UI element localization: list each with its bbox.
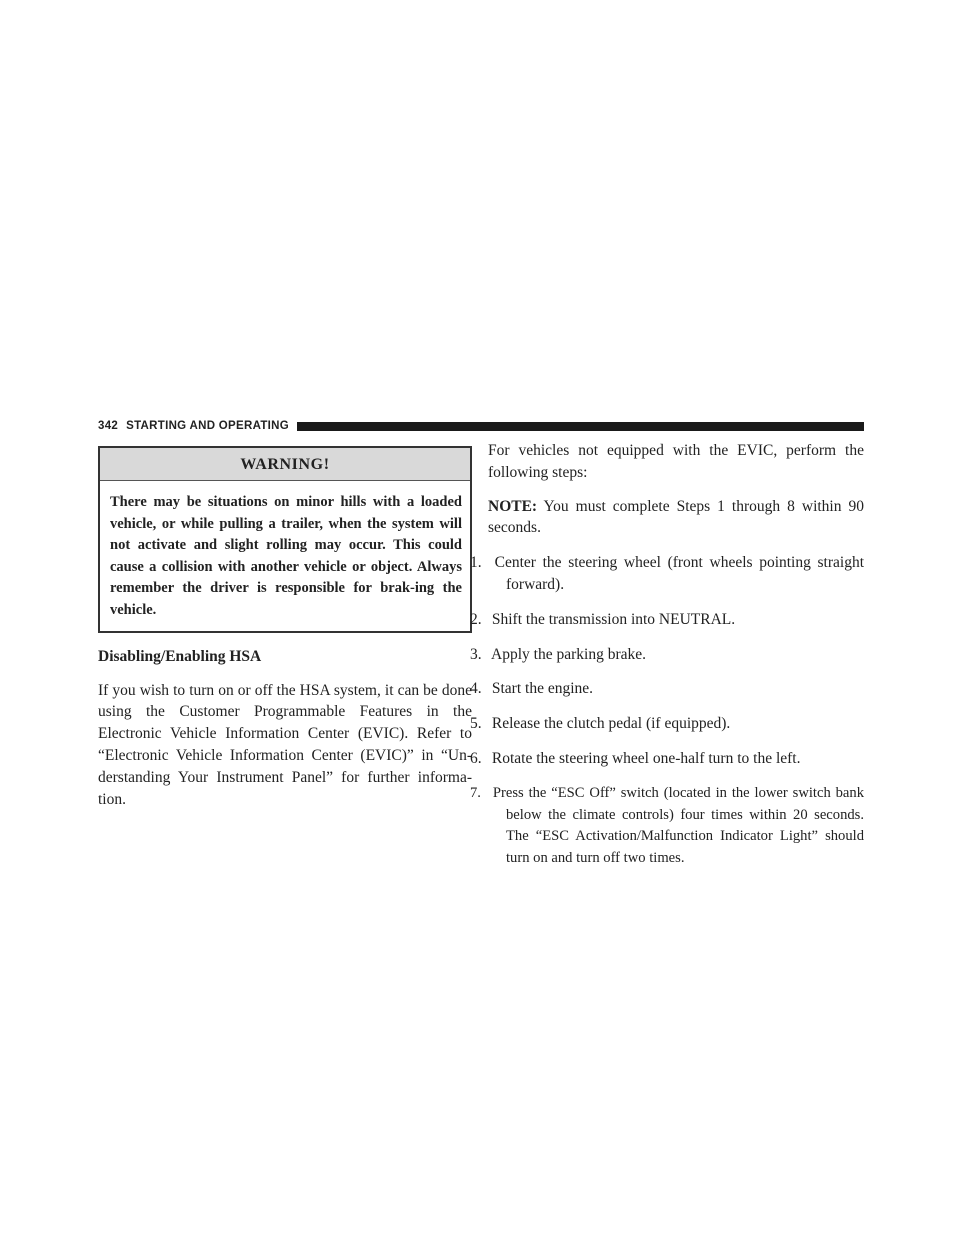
list-item: 3. Apply the parking brake. xyxy=(470,645,646,663)
warning-title: WARNING! xyxy=(100,448,470,481)
intro-paragraph: For vehicles not equipped with the EVIC, perform the following steps: xyxy=(488,442,864,481)
hsa-paragraph: If you wish to turn on or off the HSA system, it can be done using the Customer Programmable Features in the Electronic Vehicle Information Center (EVIC). Refer to “Electronic Vehicle Information Center (EVIC)” in “Un-derstanding Your Instrument Panel” for further informa-tion. xyxy=(98,681,472,808)
section-heading: Disabling/Enabling HSA xyxy=(98,647,262,665)
section-title: STARTING AND OPERATING xyxy=(126,420,290,432)
left-column xyxy=(98,446,472,810)
step-text: Press the “ESC Off” switch (located in the lower switch bank below the climate controls) four times within 20 seconds. The “ESC Activation/Malfunction Indicator Light” should turn on and turn off two times. xyxy=(492,784,864,867)
page-header xyxy=(98,419,864,433)
list-item: 1. Center the steering wheel (front wheels pointing straight forward). xyxy=(470,554,865,593)
step-text: Apply the parking brake. xyxy=(491,645,646,663)
warning-box xyxy=(98,446,472,633)
note-label: NOTE: xyxy=(488,497,538,515)
step-text: Release the clutch pedal (if equipped). xyxy=(491,715,731,733)
right-column xyxy=(470,440,865,870)
note-text: You must complete Steps 1 through 8 within 90 seconds. xyxy=(488,497,864,537)
step-text: Rotate the steering wheel one-half turn to the left. xyxy=(491,749,801,767)
step-text: Start the engine. xyxy=(491,680,594,698)
steps-list xyxy=(470,552,865,870)
warning-body: There may be situations on minor hills with a loaded vehicle, or while pulling a trailer, when the system will not activate and slight rolling may occur. This could cause a collision with another vehicle or object. Always remember the driver is responsible for brak-ing the vehicle. xyxy=(110,494,462,618)
list-item: 2. Shift the transmission into NEUTRAL. xyxy=(470,610,736,628)
list-item: 7. Press the “ESC Off” switch (located in the lower switch bank below the climate controls) four times within 20 seconds. The “ESC Activation/Malfunction Indicator Light” should turn on and turn off two times. xyxy=(470,784,864,867)
step-text: Shift the transmission into NEUTRAL. xyxy=(491,610,736,628)
list-item: 4. Start the engine. xyxy=(470,680,594,698)
step-text: Center the steering wheel (front wheels pointing straight forward). xyxy=(494,554,865,593)
list-item: 6. Rotate the steering wheel one-half turn to the left. xyxy=(470,749,801,767)
header-rule xyxy=(297,422,864,431)
page-number: 342 xyxy=(98,420,119,432)
note-paragraph xyxy=(488,496,864,540)
list-item: 5. Release the clutch pedal (if equipped). xyxy=(470,715,731,733)
